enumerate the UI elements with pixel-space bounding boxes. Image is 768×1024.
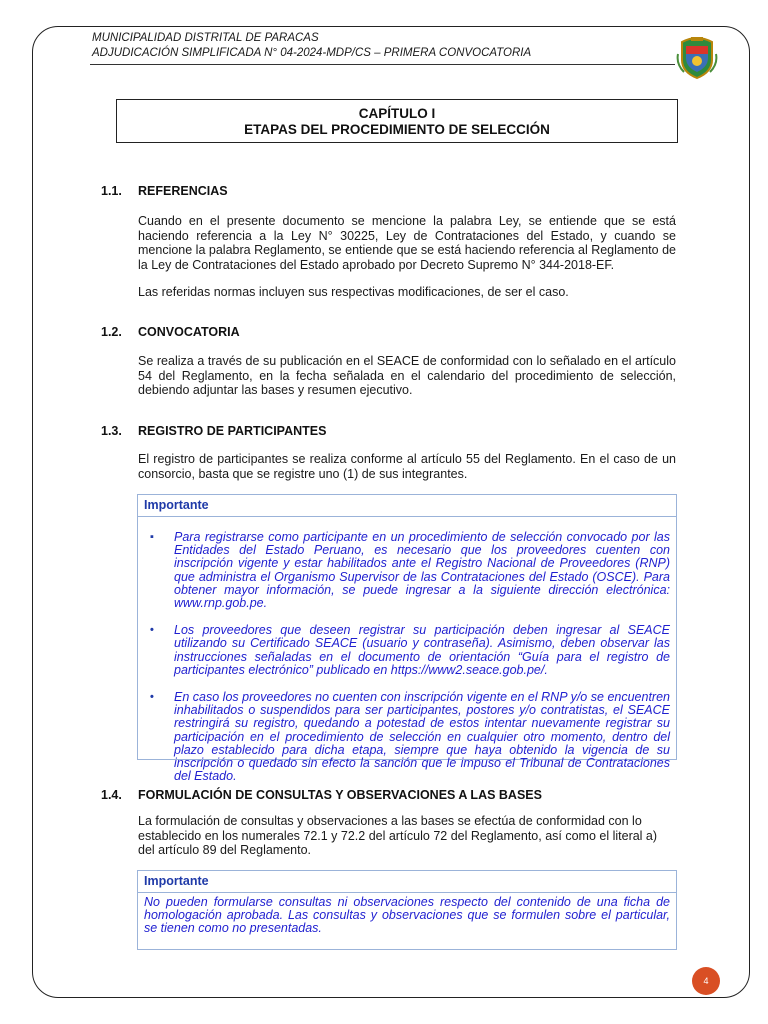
- header-procedure: ADJUDICACIÓN SIMPLIFICADA N° 04-2024-MDP/CS – PRIMERA CONVOCATORIA: [92, 47, 532, 59]
- important-heading: Importante: [138, 495, 676, 517]
- header-rule: [90, 64, 675, 65]
- important-text: No pueden formularse consultas ni observaciones respecto del contenido de una ficha de homologación aprobada. Las consultas y observaciones que se formulen sobre el particular, se tienen como no presentadas.: [144, 895, 670, 936]
- important-box-consultas: [137, 870, 677, 950]
- list-item: [144, 531, 670, 610]
- municipal-crest-icon: [676, 34, 718, 80]
- paragraph-modificaciones: Las referidas normas incluyen sus respectivas modificaciones, de ser el caso.: [138, 285, 569, 299]
- bullet-dot-icon: •: [150, 691, 154, 704]
- list-item: [144, 691, 670, 783]
- section-number: 1.1.: [101, 184, 122, 198]
- section-number: 1.4.: [101, 788, 122, 802]
- section-number: 1.3.: [101, 424, 122, 438]
- important-heading: Importante: [138, 871, 676, 893]
- paragraph-convocatoria: Se realiza a través de su publicación en el SEACE de conformidad con lo señalado en el artículo 54 del Reglamento, en la fecha señalada en el calendario del procedimiento de selección, debiendo adjuntar las bases y resumen ejecutivo.: [138, 354, 676, 397]
- chapter-title-box: [116, 99, 678, 143]
- bullet-text: Los proveedores que deseen registrar su participación deben ingresar al SEACE utilizando su Certificado SEACE (usuario y contraseña). Asimismo, deben observar las instrucciones señaladas en el documento de orientación “Guía para el registro de participantes electrónico” publicado en https://www2.seace.gob.pe/.: [174, 623, 670, 677]
- chapter-title: ETAPAS DEL PROCEDIMIENTO DE SELECCIÓN: [244, 122, 550, 137]
- section-title-registro: REGISTRO DE PARTICIPANTES: [138, 424, 327, 438]
- section-number: 1.2.: [101, 325, 122, 339]
- bullet-text: En caso los proveedores no cuenten con inscripción vigente en el RNP y/o se encuentren inhabilitados o suspendidos para ser participantes, postores y/o contratistas, el SEACE restringirá su registro, quedando a potestad de estos intentar nuevamente registrar su participación en el procedimiento de selección en cualquier otro momento, dentro del plazo establecido para dicha etapa, siempre que haya obtenido la vigencia de su inscripción o quedado sin efecto la sanción que le impuso el Tribunal de Contrataciones del Estado.: [174, 690, 670, 784]
- section-title-convocatoria: CONVOCATORIA: [138, 325, 240, 339]
- header-municipality: MUNICIPALIDAD DISTRITAL DE PARACAS: [92, 32, 319, 44]
- section-title-referencias: REFERENCIAS: [138, 184, 228, 198]
- list-item: [144, 624, 670, 677]
- bullet-text: Para registrarse como participante en un procedimiento de selección convocado por las Entidades del Estado Peruano, es necesario que los proveedores cuenten con inscripción vigente y estar habilitados ante el Registro Nacional de Proveedores (RNP) que administra el Organismo Supervisor de las Contrataciones del Estado (OSCE). Para obtener mayor información, se puede ingresar a la siguiente dirección electrónica: www.rnp.gob.pe.: [174, 530, 670, 611]
- section-title-consultas: FORMULACIÓN DE CONSULTAS Y OBSERVACIONES A LAS BASES: [138, 788, 542, 802]
- paragraph-consultas: La formulación de consultas y observaciones a las bases se efectúa de conformidad con lo establecido en los numerales 72.1 y 72.2 del artículo 72 del Reglamento, así como el literal a) del artículo 89 del Reglamento.: [138, 814, 658, 857]
- chapter-label: CAPÍTULO I: [358, 106, 436, 121]
- bullet-square-icon: ▪: [150, 531, 154, 543]
- paragraph-referencias: Cuando en el presente documento se mencione la palabra Ley, se entiende que se está haciendo referencia a la Ley N° 30225, Ley de Contrataciones del Estado, y cuando se mencione la palabra Reglamento, se entiende que se está haciendo referencia al Reglamento de la Ley de Contrataciones del Estado aprobado por Decreto Supremo N° 344-2018-EF.: [138, 214, 676, 272]
- paragraph-registro: El registro de participantes se realiza conforme al artículo 55 del Reglamento. En el caso de un consorcio, basta que se registre uno (1) de sus integrantes.: [138, 452, 676, 481]
- page-number-badge: 4: [692, 967, 720, 995]
- bullet-dot-icon: •: [150, 624, 154, 637]
- important-box-registro: [137, 494, 677, 784]
